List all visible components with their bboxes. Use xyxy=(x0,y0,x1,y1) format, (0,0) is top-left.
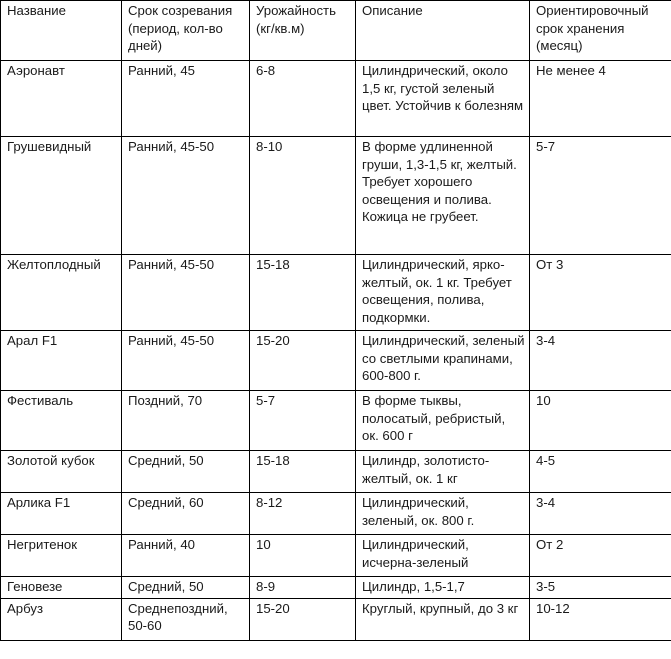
cell-storage: 3-5 xyxy=(530,577,671,599)
cell-ripening: Поздний, 70 xyxy=(122,391,250,451)
cell-name: Грушевидный xyxy=(1,137,122,255)
cell-storage: 3-4 xyxy=(530,493,671,535)
cell-yield: 8-10 xyxy=(250,137,356,255)
cell-storage: 4-5 xyxy=(530,451,671,493)
table-row xyxy=(1,535,671,577)
header-description: Описание xyxy=(356,1,530,61)
table-row xyxy=(1,61,671,137)
cell-ripening: Ранний, 45-50 xyxy=(122,331,250,391)
table-row xyxy=(1,577,671,599)
table-row xyxy=(1,451,671,493)
cell-yield: 5-7 xyxy=(250,391,356,451)
cell-ripening: Ранний, 40 xyxy=(122,535,250,577)
cell-name: Негритенок xyxy=(1,535,122,577)
cell-storage: От 3 xyxy=(530,255,671,331)
cell-storage: 5-7 xyxy=(530,137,671,255)
header-row xyxy=(1,1,671,61)
cell-description: Цилиндрический, зеленый, ок. 800 г. xyxy=(356,493,530,535)
cell-yield: 6-8 xyxy=(250,61,356,137)
table-row xyxy=(1,137,671,255)
cell-ripening: Ранний, 45 xyxy=(122,61,250,137)
cell-ripening: Среднепоздний, 50-60 xyxy=(122,598,250,640)
cell-ripening: Средний, 50 xyxy=(122,577,250,599)
cell-yield: 8-9 xyxy=(250,577,356,599)
cell-storage: 3-4 xyxy=(530,331,671,391)
cell-name: Геновезе xyxy=(1,577,122,599)
table-row xyxy=(1,598,671,640)
cell-storage: 10-12 xyxy=(530,598,671,640)
cell-name: Аэронавт xyxy=(1,61,122,137)
header-name: Название xyxy=(1,1,122,61)
cell-name: Золотой кубок xyxy=(1,451,122,493)
cell-yield: 15-20 xyxy=(250,331,356,391)
cell-storage: От 2 xyxy=(530,535,671,577)
cell-description: Цилиндрический, около 1,5 кг, густой зеленый цвет. Устойчив к болезням xyxy=(356,61,530,137)
cell-name: Арбуз xyxy=(1,598,122,640)
header-yield: Урожайность (кг/кв.м) xyxy=(250,1,356,61)
cell-description: Цилиндрический, ярко-желтый, ок. 1 кг. Требует освещения, полива, подкормки. xyxy=(356,255,530,331)
cell-name: Желтоплодный xyxy=(1,255,122,331)
table-row xyxy=(1,331,671,391)
cell-name: Арал F1 xyxy=(1,331,122,391)
cell-name: Арлика F1 xyxy=(1,493,122,535)
header-storage: Ориентировочный срок хранения (месяц) xyxy=(530,1,671,61)
cell-ripening: Ранний, 45-50 xyxy=(122,137,250,255)
cell-description: Цилиндрический, исчерна-зеленый xyxy=(356,535,530,577)
cell-description: В форме тыквы, полосатый, ребристый, ок. 600 г xyxy=(356,391,530,451)
cell-yield: 10 xyxy=(250,535,356,577)
header-ripening: Срок созревания (период, кол-во дней) xyxy=(122,1,250,61)
cell-ripening: Средний, 60 xyxy=(122,493,250,535)
cell-description: Цилиндр, золотисто-желтый, ок. 1 кг xyxy=(356,451,530,493)
table-row xyxy=(1,255,671,331)
cell-yield: 15-18 xyxy=(250,451,356,493)
table-row xyxy=(1,493,671,535)
table-row xyxy=(1,391,671,451)
cell-description: Цилиндрический, зеленый со светлыми крапинами, 600-800 г. xyxy=(356,331,530,391)
cell-yield: 15-18 xyxy=(250,255,356,331)
cell-name: Фестиваль xyxy=(1,391,122,451)
cell-yield: 15-20 xyxy=(250,598,356,640)
cell-ripening: Ранний, 45-50 xyxy=(122,255,250,331)
cell-ripening: Средний, 50 xyxy=(122,451,250,493)
cell-storage: Не менее 4 xyxy=(530,61,671,137)
cell-yield: 8-12 xyxy=(250,493,356,535)
cell-description: В форме удлиненной груши, 1,3-1,5 кг, желтый. Требует хорошего освещения и полива. Кожица не грубеет. xyxy=(356,137,530,255)
cell-description: Цилиндр, 1,5-1,7 xyxy=(356,577,530,599)
cell-storage: 10 xyxy=(530,391,671,451)
cell-description: Круглый, крупный, до 3 кг xyxy=(356,598,530,640)
